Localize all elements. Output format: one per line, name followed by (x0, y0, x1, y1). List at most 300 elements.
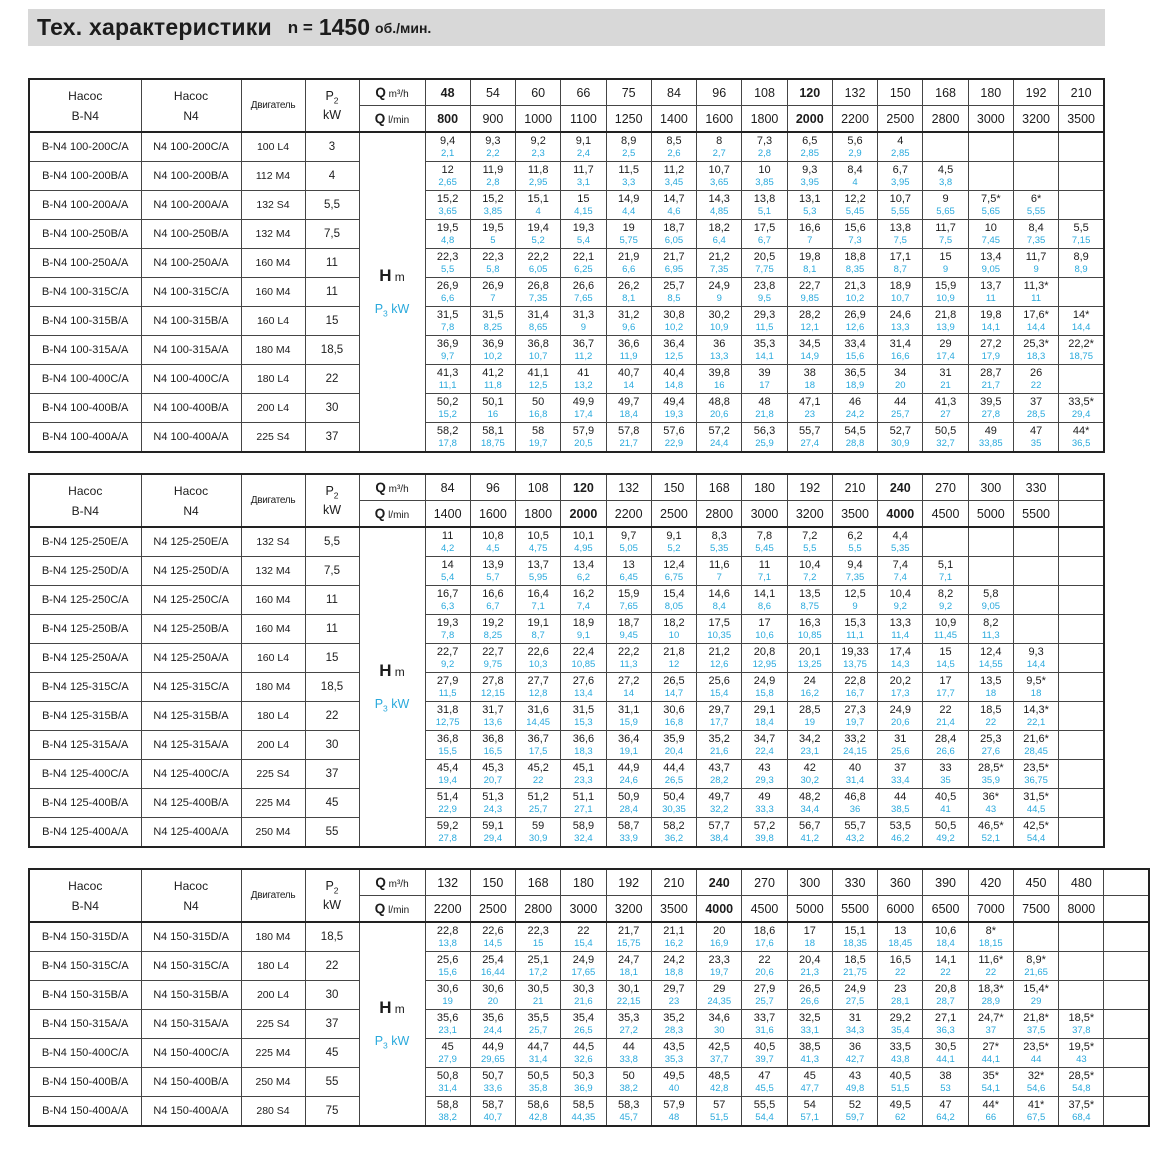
flow-m3h-value: 132 (425, 869, 470, 896)
flow-lmin-value: 3500 (832, 501, 877, 528)
data-cell (470, 132, 515, 162)
data-cell (1059, 423, 1104, 453)
data-cell (425, 1097, 470, 1127)
data-cell (878, 249, 923, 278)
p3-power-value: 6,3 (441, 600, 455, 612)
data-cell (832, 249, 877, 278)
data-cell (516, 220, 561, 249)
p3-power-value: 6,25 (574, 263, 593, 275)
data-cell (1013, 278, 1058, 307)
data-cell (425, 336, 470, 365)
data-cell (878, 1097, 923, 1127)
p3-power-value: 9,6 (622, 321, 636, 333)
flow-m3h-value: 192 (1013, 79, 1058, 106)
p3-power-value: 5,95 (528, 571, 548, 583)
data-cell (606, 818, 651, 848)
p3-power-value: 24,3 (483, 803, 503, 815)
data-cell (787, 336, 832, 365)
data-cell (832, 673, 877, 702)
table-row (29, 731, 1104, 760)
p3-power-value: 25,7 (891, 408, 910, 420)
data-cell (561, 789, 606, 818)
data-cell (651, 644, 696, 673)
p3-power-value: 14 (623, 687, 634, 699)
data-cell (561, 307, 606, 336)
p3-power-value: 15,75 (616, 937, 641, 949)
table-row (29, 981, 1149, 1010)
data-cell (1013, 220, 1058, 249)
data-cell (651, 760, 696, 789)
p3-power-value: 43,8 (891, 1053, 910, 1065)
head-value: 21,6* (1023, 732, 1049, 745)
p3-power-value: 19 (804, 716, 816, 728)
pump-b-name: B-N4 100-250A/A (29, 249, 141, 278)
head-value: 15,4* (1023, 982, 1049, 995)
p3-power-value: 43 (985, 803, 997, 815)
flow-lmin-value: 3000 (561, 896, 606, 923)
p3-power-value: 17,65 (571, 966, 596, 978)
flow-lmin-value: 2200 (425, 896, 470, 923)
pump-b-name: B-N4 125-400C/A (29, 760, 141, 789)
flow-lmin-value: 3200 (606, 896, 651, 923)
pump-b-name: B-N4 100-200A/A (29, 191, 141, 220)
p3-power-value: 22,4 (755, 745, 774, 757)
head-value: 50 (532, 395, 545, 408)
data-cell (651, 586, 696, 615)
p3-power-value: 21,75 (843, 966, 867, 978)
flow-lmin-value: 1800 (516, 501, 561, 528)
p3-power-value: 16,8 (664, 716, 684, 728)
p2-subscript: 2 (333, 95, 339, 106)
flow-m3h-value: 150 (878, 79, 923, 106)
p3-power-value: 44,5 (1026, 803, 1046, 815)
head-value: 44 (894, 790, 907, 803)
p3-power-value: 11,5 (755, 321, 774, 333)
head-value: 31 (848, 1011, 862, 1024)
head-value: 48,2 (799, 790, 821, 803)
head-value: 19,1 (527, 616, 549, 629)
data-cell (1013, 394, 1058, 423)
p3-power-value: 16,2 (664, 937, 684, 949)
head-value: 57,2 (708, 424, 730, 437)
p3-power-value: 23,1 (800, 745, 819, 757)
p3-power-value: 28,7 (936, 995, 955, 1007)
data-cell (1013, 249, 1058, 278)
p3-power-value: 5,8 (486, 263, 500, 275)
p3-power-value: 3,95 (800, 176, 819, 188)
page-title: Тех. характеристики (37, 14, 272, 40)
head-value: 17 (939, 674, 952, 687)
p3-power-value: 21,7 (981, 379, 1001, 391)
data-cell (516, 336, 561, 365)
head-value: 29,3 (753, 308, 776, 321)
data-cell (425, 952, 470, 981)
data-cell (878, 220, 923, 249)
data-cell (697, 615, 742, 644)
head-value: 50,4 (663, 790, 685, 803)
p3-power-value: 64,2 (936, 1111, 955, 1123)
head-value: 28,4 (934, 732, 957, 745)
data-cell (878, 615, 923, 644)
pump-b-name: B-N4 125-250E/A (29, 527, 141, 557)
pump-n-name: N4 100-200A/A (141, 191, 241, 220)
pump-n-name: N4 125-315A/A (141, 731, 241, 760)
head-value: 17,5 (708, 616, 730, 629)
motor-size: 160 M4 (241, 249, 305, 278)
motor-size: 160 M4 (241, 278, 305, 307)
head-value: 23,5* (1023, 1040, 1049, 1053)
p3-power-value: 27,1 (574, 803, 593, 815)
p3-power-value: 47,7 (800, 1082, 819, 1094)
data-cell (425, 981, 470, 1010)
flow-m3h-value: 450 (1013, 869, 1058, 896)
data-cell (832, 760, 877, 789)
p3-power-value: 20,6 (755, 966, 774, 978)
motor-size: 250 M4 (241, 1068, 305, 1097)
data-cell (787, 1010, 832, 1039)
p3-power-value: 27,5 (845, 995, 865, 1007)
p2-value: 45 (305, 789, 359, 818)
p3-power-value: 13,8 (438, 937, 457, 949)
head-value: 49 (984, 424, 997, 437)
head-value: 40,5 (934, 790, 957, 803)
p2-value: 37 (305, 1010, 359, 1039)
flow-lmin-value: 4500 (742, 896, 787, 923)
flow-lmin-value: 2000 (561, 501, 606, 528)
head-value: 17,1 (889, 250, 911, 263)
head-value: 36,8 (482, 732, 504, 745)
p3-power-value: 19,7 (845, 716, 865, 728)
p2-value: 18,5 (305, 922, 359, 952)
p3-power-value: 54,4 (1026, 832, 1046, 844)
flow-m3h-value: 108 (742, 79, 787, 106)
p3-power-value: 15,5 (438, 745, 457, 757)
p3-power-value: 2,4 (576, 147, 591, 159)
flow-lmin-value: 2800 (516, 896, 561, 923)
empty-cell (1059, 673, 1104, 702)
pump-n-name: N4 125-400C/A (141, 760, 241, 789)
p3-power-value: 23,1 (438, 1024, 457, 1036)
flow-lmin-value: 6000 (878, 896, 923, 923)
pump-n-name: N4 125-315C/A (141, 673, 241, 702)
empty-cell (1059, 162, 1104, 191)
data-cell (1059, 1039, 1104, 1068)
head-label: H m (379, 660, 405, 680)
p3-power-value: 7 (490, 292, 496, 304)
data-cell (923, 760, 968, 789)
flow-m3h-value: 210 (1059, 79, 1104, 106)
data-cell (697, 922, 742, 952)
head-value: 20,1 (799, 645, 821, 658)
data-cell (651, 191, 696, 220)
p3-power-value: 2,3 (531, 147, 545, 159)
head-value: 36,6 (572, 732, 595, 745)
data-cell (787, 760, 832, 789)
head-value: 14,6 (708, 587, 730, 600)
data-cell (1059, 1010, 1104, 1039)
p3-label: $P_3$ kW (374, 696, 410, 714)
p3-power-value: 2,5 (622, 147, 636, 159)
data-cell (697, 249, 742, 278)
head-value: 58,7 (482, 1098, 504, 1111)
head-value: 8,2 (983, 616, 999, 629)
p3-power-value: 10,2 (483, 350, 503, 362)
head-value: 22,7 (799, 279, 821, 292)
p3-power-value: 28,1 (891, 995, 910, 1007)
p3-power-value: 13,4 (574, 687, 593, 699)
data-cell (470, 307, 515, 336)
p3-power-value: 5,35 (891, 542, 910, 554)
data-cell (787, 249, 832, 278)
p3-power-value: 9,75 (483, 658, 503, 670)
head-value: 11,7 (573, 163, 594, 176)
head-value: 24,9 (844, 982, 866, 995)
pump-n-name: N4 150-315A/A (141, 1010, 241, 1039)
p3-power-value: 37,5 (1026, 1024, 1046, 1036)
head-value: 45,2 (527, 761, 549, 774)
flow-m3h-value: 120 (787, 79, 832, 106)
table-100-series (28, 78, 1168, 453)
data-cell (923, 981, 968, 1010)
p3-power-value: 7,35 (845, 571, 865, 583)
head-value: 24,9 (889, 703, 911, 716)
head-value: 48,5 (708, 1069, 730, 1082)
head-value: 57 (713, 1098, 726, 1111)
head-value: 11,5 (618, 163, 639, 176)
data-cell (878, 278, 923, 307)
data-cell (787, 307, 832, 336)
table-row (29, 644, 1104, 673)
data-cell (742, 557, 787, 586)
p3-power-value: 6,4 (712, 234, 726, 246)
data-cell (742, 702, 787, 731)
data-cell (878, 132, 923, 162)
p3-power-value: 16 (713, 379, 725, 391)
p3-power-value: 36,2 (664, 832, 684, 844)
head-value: 47,1 (799, 395, 821, 408)
data-cell (787, 220, 832, 249)
head-value: 29,2 (889, 1011, 911, 1024)
head-label: H m (379, 997, 405, 1017)
head-value: 10,9 (934, 616, 957, 629)
table-row (29, 162, 1104, 191)
table-row (29, 132, 1104, 162)
head-value: 34 (894, 366, 907, 379)
p3-power-value: 25,6 (891, 745, 910, 757)
flow-lmin-value: 1400 (425, 501, 470, 528)
p3-power-value: 36 (849, 803, 861, 815)
data-cell (787, 702, 832, 731)
head-value: 18,7 (617, 616, 640, 629)
q-m3h-unit: m³/h (385, 878, 409, 890)
head-value: 42 (803, 761, 816, 774)
head-value: 10,7 (889, 192, 911, 205)
motor-size: 200 L4 (241, 981, 305, 1010)
data-cell (606, 527, 651, 557)
data-cell (1059, 1097, 1104, 1127)
p3-power-value: 41 (940, 803, 951, 815)
p3-power-value: 5,7 (486, 571, 500, 583)
data-cell (968, 1039, 1013, 1068)
flow-lmin-value: 4500 (923, 501, 968, 528)
empty-cell (1104, 1010, 1149, 1039)
series-n-label: N4 (183, 898, 199, 913)
pump-bn4-column-header (29, 869, 141, 922)
head-value: 57,6 (663, 424, 685, 437)
motor-size: 200 L4 (241, 394, 305, 423)
empty-cell (1104, 952, 1149, 981)
data-cell (651, 307, 696, 336)
p3-power-value: 10,7 (891, 292, 910, 304)
head-value: 15,3 (844, 616, 866, 629)
data-cell (697, 220, 742, 249)
p3-power-value: 22 (940, 966, 951, 978)
data-cell (470, 527, 515, 557)
p3-power-value: 18,4 (755, 716, 774, 728)
p3-power-value: 18,4 (936, 937, 955, 949)
p3-power-value: 17,2 (528, 966, 548, 978)
head-value: 6,7 (892, 163, 908, 176)
head-value: 26,5 (663, 674, 685, 687)
motor-size: 160 M4 (241, 586, 305, 615)
p3-power-value: 45,5 (755, 1082, 774, 1094)
head-value: 10 (758, 163, 771, 176)
empty-cell (1059, 760, 1104, 789)
data-cell (1013, 191, 1058, 220)
data-cell (832, 789, 877, 818)
head-value: 9,4 (847, 558, 863, 571)
data-cell (651, 249, 696, 278)
data-cell (697, 557, 742, 586)
empty-cell (1013, 586, 1058, 615)
data-cell (516, 1097, 561, 1127)
p2-value: 22 (305, 365, 359, 394)
head-value: 13,4 (980, 250, 1002, 263)
data-cell (697, 952, 742, 981)
flow-m3h-value: 390 (923, 869, 968, 896)
p3-power-value: 19,7 (528, 437, 548, 449)
data-cell (697, 702, 742, 731)
head-value: 18,5* (1068, 1011, 1095, 1024)
table-row (29, 1010, 1149, 1039)
data-cell (651, 1068, 696, 1097)
data-cell (516, 615, 561, 644)
data-cell (561, 132, 606, 162)
data-cell (1013, 731, 1058, 760)
head-value: 14 (441, 558, 454, 571)
table-row (29, 818, 1104, 848)
data-cell (742, 673, 787, 702)
data-cell (697, 1068, 742, 1097)
data-cell (697, 981, 742, 1010)
head-value: 55,5 (753, 1098, 776, 1111)
p3-power-value: 4,6 (667, 205, 681, 217)
pump-n-name: N4 150-315B/A (141, 981, 241, 1010)
p2-value: 37 (305, 760, 359, 789)
p3-power-value: 6,7 (757, 234, 772, 246)
data-cell (968, 760, 1013, 789)
data-cell (968, 249, 1013, 278)
p3-power-value: 11,4 (891, 629, 910, 641)
table-body (29, 527, 1104, 847)
empty-cell (1013, 922, 1058, 952)
data-cell (651, 1097, 696, 1127)
head-value: 23,3 (708, 953, 730, 966)
hm-p3-legend (359, 132, 425, 452)
head-value: 52 (848, 1098, 862, 1111)
motor-size: 132 M4 (241, 220, 305, 249)
p3-power-value: 28,4 (619, 803, 638, 815)
p3-power-value: 17,6 (755, 937, 774, 949)
data-cell (878, 760, 923, 789)
p3-power-value: 12,5 (528, 379, 548, 391)
p2-value: 11 (305, 615, 359, 644)
data-cell (561, 952, 606, 981)
head-value: 29 (939, 337, 952, 350)
head-value: 14,3* (1023, 703, 1049, 716)
data-cell (651, 365, 696, 394)
p3-power-value: 7,4 (576, 600, 591, 612)
head-value: 12,2 (844, 192, 866, 205)
head-value: 57,9 (663, 1098, 685, 1111)
data-cell (516, 981, 561, 1010)
head-value: 16,7 (436, 587, 459, 600)
data-cell (516, 789, 561, 818)
flow-m3h-value: 240 (697, 869, 742, 896)
head-value: 21,9 (617, 250, 640, 263)
motor-size: 200 L4 (241, 731, 305, 760)
pump-n-name: N4 125-250D/A (141, 557, 241, 586)
head-value: 22,8 (844, 674, 866, 687)
head-value: 49,7 (617, 395, 640, 408)
p3-power-value: 32,7 (936, 437, 955, 449)
pump-b-name: B-N4 125-315A/A (29, 731, 141, 760)
p3-power-value: 3,1 (576, 176, 591, 188)
head-value: 36,7 (527, 732, 549, 745)
head-value: 23,8 (753, 279, 776, 292)
data-cell (742, 1097, 787, 1127)
head-value: 55,7 (844, 819, 866, 832)
p3-power-value: 3,85 (483, 205, 503, 217)
data-cell (425, 191, 470, 220)
data-cell (832, 307, 877, 336)
head-value: 4,5 (937, 163, 954, 176)
head-value: 6,2 (847, 529, 863, 542)
data-cell (697, 527, 742, 557)
head-value: 49,5 (663, 1069, 685, 1082)
head-value: 47 (758, 1069, 771, 1082)
head-value: 35,2 (708, 732, 730, 745)
head-value: 50,5 (527, 1069, 549, 1082)
p3-power-value: 3,95 (891, 176, 910, 188)
p3-power-value: 2,7 (712, 147, 726, 159)
p3-power-value: 39,8 (755, 832, 774, 844)
head-value: 22,7 (436, 645, 459, 658)
data-cell (923, 818, 968, 848)
head-value: 9,5* (1026, 674, 1046, 687)
p3-power-value: 19,3 (664, 408, 684, 420)
p3-power-value: 23 (668, 995, 680, 1007)
flow-lmin-value: 8000 (1059, 896, 1104, 923)
flow-m3h-value: 66 (561, 79, 606, 106)
head-value: 10,4 (799, 558, 821, 571)
flow-lmin-value: 4000 (878, 501, 923, 528)
data-cell (516, 922, 561, 952)
p3-power-value: 11,9 (619, 350, 638, 362)
head-value: 42,5 (708, 1040, 730, 1053)
flow-m3h-value: 168 (923, 79, 968, 106)
data-cell (968, 336, 1013, 365)
